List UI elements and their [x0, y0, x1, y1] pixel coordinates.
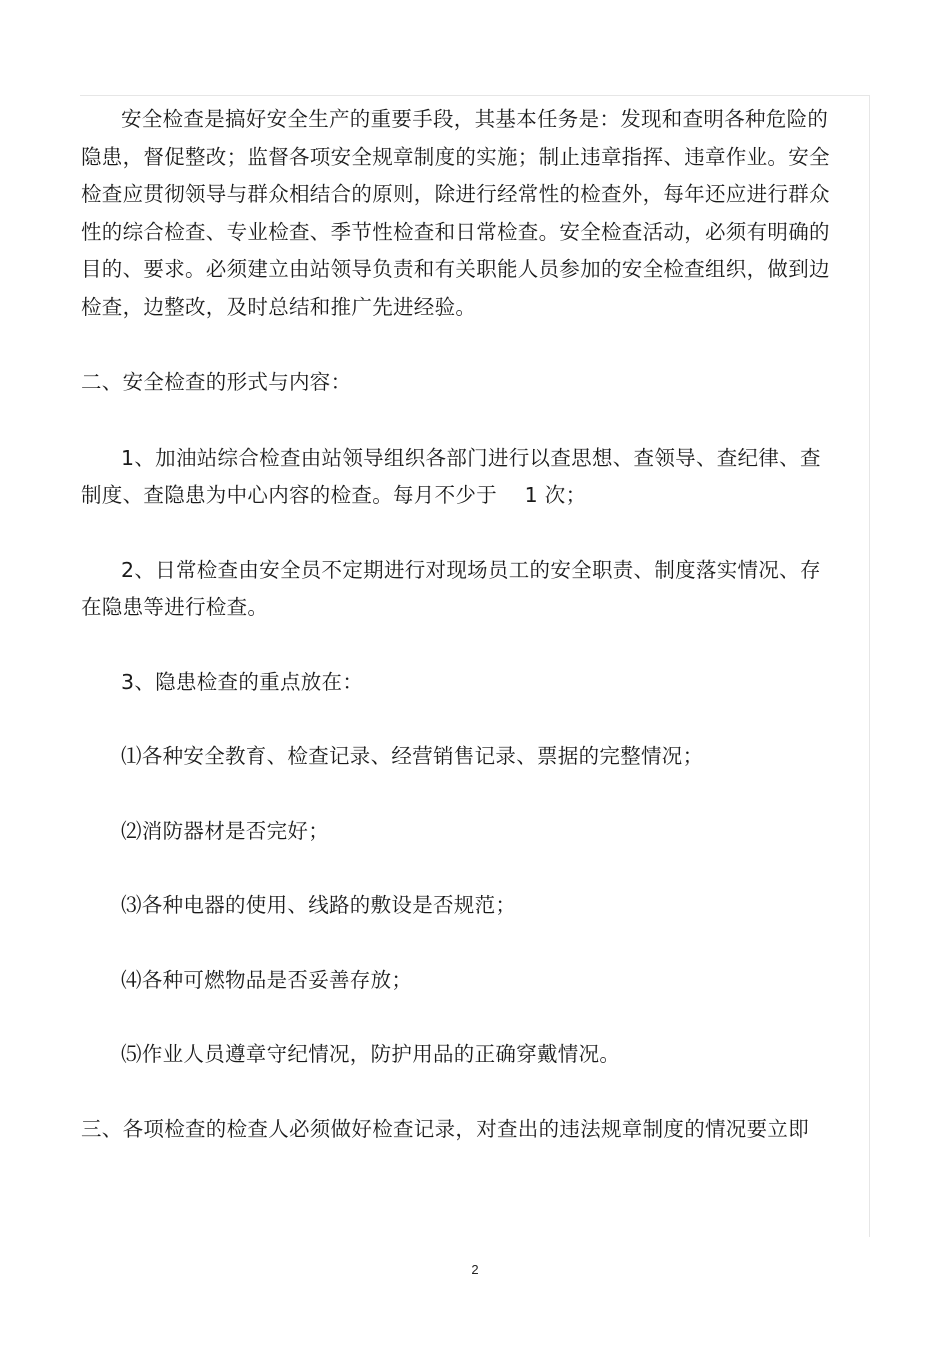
sub-item-4: ⑷各种可燃物品是否妥善存放；	[121, 967, 413, 992]
sub-item-5: ⑸作业人员遵章守纪情况，防护用品的正确穿戴情况。	[121, 1042, 621, 1066]
page-border-right	[869, 95, 870, 1237]
page-border-top	[80, 95, 870, 96]
page-number: 2	[471, 1262, 479, 1277]
section-heading-2: 二、安全检查的形式与内容：	[81, 370, 352, 394]
item-1-paragraph: 1、加油站综合检查由站领导组织各部门进行以查思想、查领导、查纪律、查制度、查隐患为中心内容的检查。每月不少于 1 次；	[81, 445, 821, 507]
sub-item-1: ⑴各种安全教育、检查记录、经营销售记录、票据的完整情况；	[121, 744, 704, 768]
intro-paragraph: 安全检查是搞好安全生产的重要手段，其基本任务是：发现和查明各种危险的隐患，督促整改；监督各项安全规章制度的实施；制止违章指挥、违章作业。安全检查应贯彻领导与群众相结合的原则，除进行经常性的检查外，每年还应进行群众性的综合检查、专业检查、季节性检查和日常检查。安全检查活动，必须有明确的目的、要求。必须建立由站领导负责和有关职能人员参加的安全检查组织，做到边检查，边整改，及时总结和推广先进经验。	[81, 107, 830, 319]
item-2-paragraph: 2、日常检查由安全员不定期进行对现场员工的安全职责、制度落实情况、存在隐患等进行检查。	[81, 557, 821, 619]
sub-item-2: ⑵消防器材是否完好；	[121, 818, 329, 843]
item-3-paragraph: 3、隐患检查的重点放在：	[121, 669, 364, 694]
section-heading-3: 三、各项检查的检查人必须做好检查记录，对查出的违法规章制度的情况要立即	[81, 1116, 809, 1141]
document-body	[81, 101, 831, 1148]
sub-item-3: ⑶各种电器的使用、线路的敷设是否规范；	[121, 893, 517, 917]
